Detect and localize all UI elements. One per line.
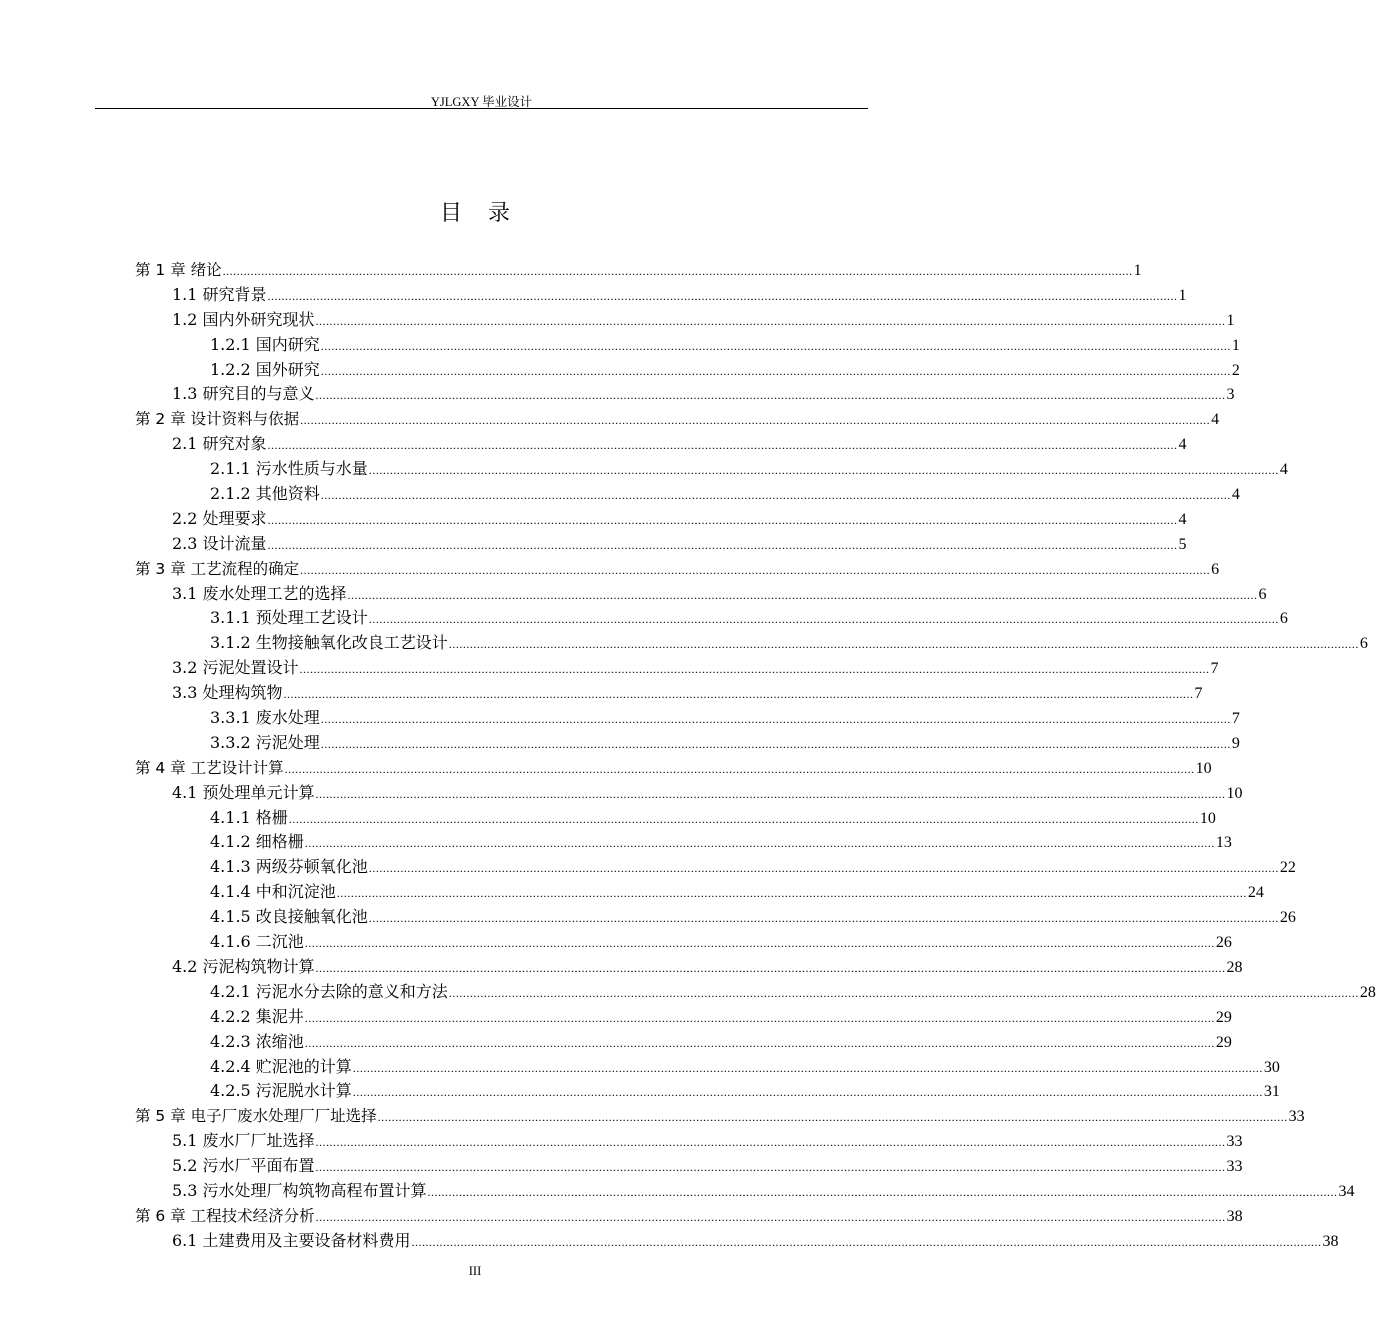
toc-entry-page: 33 <box>1226 1133 1243 1151</box>
toc-entry-page: 7 <box>1231 710 1240 728</box>
toc-leader-dots: .................................................................................................................................................................................................................................................................... <box>283 687 1194 702</box>
toc-entry[interactable] <box>135 1055 1280 1080</box>
toc-entry-page: 6 <box>1258 585 1267 603</box>
toc-entry[interactable] <box>135 1030 1232 1055</box>
toc-entry[interactable] <box>135 980 1376 1005</box>
toc-entry-page: 1 <box>1231 336 1240 354</box>
toc-leader-dots: .................................................................................................................................................................................................................................................................... <box>368 612 1279 627</box>
toc-entry-label: 1.2 国内外研究现状 <box>172 309 315 329</box>
toc-leader-dots: .................................................................................................................................................................................................................................................................... <box>368 911 1279 926</box>
toc-entry-page: 31 <box>1263 1083 1280 1101</box>
toc-leader-dots: .................................................................................................................................................................................................................................................................... <box>320 363 1231 378</box>
toc-entry-label: 4.1.3 两级芬顿氧化池 <box>210 857 368 877</box>
toc-entry-page: 24 <box>1247 884 1264 902</box>
toc-entry-page: 1 <box>1226 311 1235 329</box>
toc-entry-label: 4.1.1 格栅 <box>210 807 288 827</box>
toc-entry[interactable] <box>135 1229 1339 1254</box>
toc-leader-dots: .................................................................................................................................................................................................................................................................... <box>448 985 1359 1000</box>
toc-entry-label: 4.1.4 中和沉淀池 <box>210 882 336 902</box>
toc-entry[interactable] <box>135 1154 1243 1179</box>
toc-entry[interactable] <box>135 656 1219 681</box>
toc-entry-label: 5.1 废水厂厂址选择 <box>172 1131 315 1151</box>
toc-entry[interactable] <box>135 631 1368 656</box>
toc-leader-dots: .................................................................................................................................................................................................................................................................... <box>315 1209 1226 1224</box>
toc-entry-label: 2.1.1 污水性质与水量 <box>210 459 368 479</box>
toc-entry[interactable] <box>135 756 1212 781</box>
toc-entry[interactable] <box>135 930 1232 955</box>
toc-entry-page: 7 <box>1210 660 1219 678</box>
toc-entry-label: 1.2.1 国内研究 <box>210 334 320 354</box>
toc-entry-page: 5 <box>1178 535 1187 553</box>
toc-entry[interactable] <box>135 457 1288 482</box>
toc-entry-label: 4.2.2 集泥井 <box>210 1006 304 1026</box>
toc-entry-label: 1.2.2 国外研究 <box>210 359 320 379</box>
toc-entry-page: 26 <box>1279 909 1296 927</box>
toc-entry-label: 4.2.1 污泥水分去除的意义和方法 <box>210 981 448 1001</box>
toc-leader-dots: .................................................................................................................................................................................................................................................................... <box>320 488 1231 503</box>
toc-entry-label: 4.1.5 改良接触氧化池 <box>210 907 368 927</box>
toc-leader-dots: .................................................................................................................................................................................................................................................................... <box>352 1085 1263 1100</box>
toc-leader-dots: .................................................................................................................................................................................................................................................................... <box>315 388 1226 403</box>
toc-entry[interactable] <box>135 1104 1305 1129</box>
toc-leader-dots: .................................................................................................................................................................................................................................................................... <box>300 562 1211 577</box>
toc-entry-page: 10 <box>1199 809 1216 827</box>
toc-entry-page: 28 <box>1359 983 1376 1001</box>
toc-title: 目录 <box>439 201 536 226</box>
toc-entry[interactable] <box>135 482 1240 507</box>
toc-leader-dots: .................................................................................................................................................................................................................................................................... <box>368 861 1279 876</box>
toc-entry-page: 29 <box>1215 1033 1232 1051</box>
toc-entry[interactable] <box>135 507 1187 532</box>
toc-leader-dots: .................................................................................................................................................................................................................................................................... <box>267 288 1178 303</box>
toc-leader-dots: .................................................................................................................................................................................................................................................................... <box>299 662 1210 677</box>
toc-entry[interactable] <box>135 1005 1232 1030</box>
toc-entry-page: 7 <box>1194 685 1203 703</box>
toc-entry-page: 4 <box>1231 486 1240 504</box>
toc-entry[interactable] <box>135 432 1187 457</box>
toc-entry-page: 34 <box>1338 1182 1355 1200</box>
toc-entry-label: 3.2 污泥处置设计 <box>172 658 299 678</box>
toc-entry-label: 3.3.1 废水处理 <box>210 708 320 728</box>
toc-leader-dots: .................................................................................................................................................................................................................................................................... <box>368 463 1279 478</box>
toc-leader-dots: .................................................................................................................................................................................................................................................................... <box>304 836 1215 851</box>
toc-entry-label: 3.1 废水处理工艺的选择 <box>172 583 347 603</box>
toc-entry-label: 3.1.1 预处理工艺设计 <box>210 608 368 628</box>
toc-entry-page: 22 <box>1279 859 1296 877</box>
toc-leader-dots: .................................................................................................................................................................................................................................................................... <box>315 786 1226 801</box>
toc-entry-page: 1 <box>1178 286 1187 304</box>
toc-leader-dots: .................................................................................................................................................................................................................................................................... <box>304 1035 1215 1050</box>
toc-entry-label: 5.2 污水厂平面布置 <box>172 1156 315 1176</box>
toc-entry-label: 5.3 污水处理厂构筑物高程布置计算 <box>172 1180 427 1200</box>
toc-leader-dots: .................................................................................................................................................................................................................................................................... <box>304 1010 1215 1025</box>
toc-entry-page: 2 <box>1231 361 1240 379</box>
toc-entry[interactable] <box>135 1179 1355 1204</box>
toc-leader-dots: .................................................................................................................................................................................................................................................................... <box>288 811 1199 826</box>
toc-entry-label: 3.3.2 污泥处理 <box>210 732 320 752</box>
page-number: III <box>468 1264 482 1278</box>
page-header: YJLGXY 毕业设计 <box>430 95 533 109</box>
toc-entry-label: 第 3 章 工艺流程的确定 <box>135 559 300 578</box>
toc-entry[interactable] <box>135 532 1187 557</box>
toc-entry[interactable] <box>135 333 1240 358</box>
header-rule <box>95 108 868 109</box>
toc-entry-label: 4.2.4 贮泥池的计算 <box>210 1056 352 1076</box>
toc-entry-page: 10 <box>1226 784 1243 802</box>
toc-entry-page: 13 <box>1215 834 1232 852</box>
toc-entry-label: 2.2 处理要求 <box>172 508 267 528</box>
toc-leader-dots: .................................................................................................................................................................................................................................................................... <box>377 1110 1288 1125</box>
toc-entry[interactable] <box>135 731 1240 756</box>
toc-leader-dots: .................................................................................................................................................................................................................................................................... <box>315 313 1226 328</box>
toc-entry[interactable] <box>135 905 1296 930</box>
toc-entry-page: 33 <box>1226 1158 1243 1176</box>
toc-leader-dots: .................................................................................................................................................................................................................................................................... <box>315 1135 1226 1150</box>
toc-entry[interactable] <box>135 557 1220 582</box>
toc-leader-dots: .................................................................................................................................................................................................................................................................... <box>352 1060 1263 1075</box>
toc-entry[interactable] <box>135 1129 1243 1154</box>
toc-leader-dots: .................................................................................................................................................................................................................................................................... <box>320 712 1231 727</box>
toc-leader-dots: .................................................................................................................................................................................................................................................................... <box>448 637 1359 652</box>
toc-entry-label: 2.1 研究对象 <box>172 434 267 454</box>
toc-entry[interactable] <box>135 382 1235 407</box>
toc-leader-dots: .................................................................................................................................................................................................................................................................... <box>222 264 1133 278</box>
toc-entry-page: 4 <box>1211 411 1220 429</box>
toc-entry[interactable] <box>135 582 1267 607</box>
toc-leader-dots: .................................................................................................................................................................................................................................................................... <box>304 936 1215 951</box>
toc-entry-page: 26 <box>1215 934 1232 952</box>
toc-entry[interactable] <box>135 681 1203 706</box>
toc-leader-dots: .................................................................................................................................................................................................................................................................... <box>320 338 1231 353</box>
toc-entry-label: 3.3 处理构筑物 <box>172 683 283 703</box>
toc-entry[interactable] <box>135 1079 1280 1104</box>
toc-entry[interactable] <box>135 308 1235 333</box>
toc-entry[interactable] <box>135 283 1187 308</box>
toc-entry-page: 10 <box>1195 759 1212 777</box>
toc-entry-page: 38 <box>1226 1207 1243 1225</box>
toc-leader-dots: .................................................................................................................................................................................................................................................................... <box>427 1184 1338 1199</box>
toc-entry-label: 4.1 预处理单元计算 <box>172 782 315 802</box>
toc-entry-label: 第 2 章 设计资料与依据 <box>135 410 300 429</box>
toc-entry[interactable] <box>135 855 1296 880</box>
toc-entry-label: 第 4 章 工艺设计计算 <box>135 758 284 777</box>
toc-leader-dots: .................................................................................................................................................................................................................................................................... <box>315 960 1226 975</box>
toc-entry-page: 38 <box>1322 1232 1339 1250</box>
toc-entry-label: 第 1 章 绪论 <box>135 261 222 279</box>
toc-entry-label: 4.1.6 二沉池 <box>210 932 304 952</box>
toc-entry-label: 2.1.2 其他资料 <box>210 484 320 504</box>
toc-entry-page: 4 <box>1178 436 1187 454</box>
toc-entry[interactable] <box>135 880 1264 905</box>
toc-entry-label: 3.1.2 生物接触氧化改良工艺设计 <box>210 633 448 653</box>
toc-entry[interactable] <box>135 706 1240 731</box>
toc-entry-label: 4.2.5 污泥脱水计算 <box>210 1081 352 1101</box>
toc-leader-dots: .................................................................................................................................................................................................................................................................... <box>267 537 1178 552</box>
toc-entry[interactable] <box>135 830 1232 855</box>
toc-entry[interactable] <box>135 1204 1243 1229</box>
toc-entry-label: 1.1 研究背景 <box>172 284 267 304</box>
toc-entry-page: 4 <box>1279 461 1288 479</box>
toc-entry-page: 30 <box>1263 1058 1280 1076</box>
toc-entry-page: 6 <box>1279 610 1288 628</box>
toc-leader-dots: .................................................................................................................................................................................................................................................................... <box>267 512 1178 527</box>
toc-leader-dots: .................................................................................................................................................................................................................................................................... <box>315 1160 1226 1175</box>
toc-entry-label: 第 6 章 工程技术经济分析 <box>135 1206 315 1225</box>
toc-entry[interactable] <box>135 407 1220 432</box>
toc-entry-page: 33 <box>1288 1108 1305 1126</box>
toc-entry-page: 9 <box>1231 734 1240 752</box>
toc-leader-dots: .................................................................................................................................................................................................................................................................... <box>336 886 1247 901</box>
toc-leader-dots: .................................................................................................................................................................................................................................................................... <box>267 438 1178 453</box>
toc-entry-page: 6 <box>1359 635 1368 653</box>
toc-entry-label: 1.3 研究目的与意义 <box>172 384 315 404</box>
toc-entry-label: 4.1.2 细格栅 <box>210 832 304 852</box>
toc-leader-dots: .................................................................................................................................................................................................................................................................... <box>320 736 1231 751</box>
table-of-contents <box>135 258 1376 1254</box>
toc-entry[interactable] <box>135 781 1243 806</box>
toc-entry-page: 1 <box>1133 262 1142 279</box>
toc-entry-label: 第 5 章 电子厂废水处理厂厂址选择 <box>135 1107 377 1126</box>
toc-entry[interactable] <box>135 358 1240 383</box>
toc-entry-label: 2.3 设计流量 <box>172 533 267 553</box>
toc-entry[interactable] <box>135 606 1288 631</box>
toc-leader-dots: .................................................................................................................................................................................................................................................................... <box>300 413 1211 428</box>
toc-entry-label: 6.1 土建费用及主要设备材料费用 <box>172 1230 411 1250</box>
toc-entry[interactable] <box>135 955 1243 980</box>
toc-leader-dots: .................................................................................................................................................................................................................................................................... <box>347 587 1258 602</box>
toc-leader-dots: .................................................................................................................................................................................................................................................................... <box>284 761 1195 776</box>
toc-entry-page: 3 <box>1226 386 1235 404</box>
toc-leader-dots: .................................................................................................................................................................................................................................................................... <box>411 1234 1322 1249</box>
toc-entry-label: 4.2.3 浓缩池 <box>210 1031 304 1051</box>
toc-entry-page: 6 <box>1211 560 1220 578</box>
toc-entry-page: 28 <box>1226 958 1243 976</box>
toc-entry-label: 4.2 污泥构筑物计算 <box>172 956 315 976</box>
toc-entry-page: 29 <box>1215 1008 1232 1026</box>
toc-entry[interactable] <box>135 806 1216 831</box>
toc-entry-page: 4 <box>1178 510 1187 528</box>
toc-entry[interactable] <box>135 258 1142 283</box>
